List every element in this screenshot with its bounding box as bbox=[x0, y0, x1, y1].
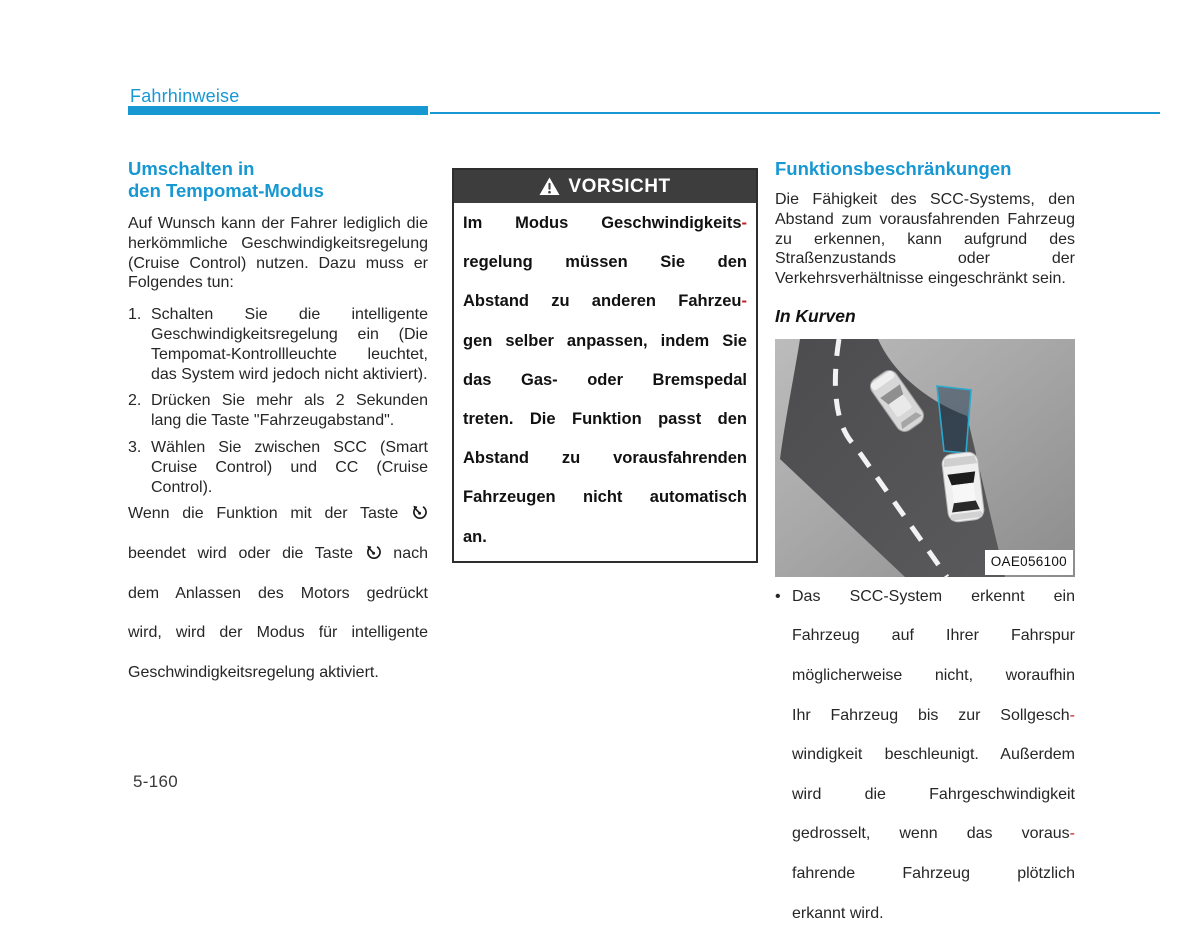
text-line bbox=[128, 663, 428, 683]
text-line bbox=[792, 745, 1075, 785]
numbered-step bbox=[128, 391, 428, 431]
text-line bbox=[463, 488, 747, 527]
red-hyphen: - bbox=[741, 292, 747, 311]
red-hyphen: - bbox=[741, 214, 747, 232]
text-segment: Abstand zu anderen Fahrzeu bbox=[463, 292, 742, 311]
own-vehicle bbox=[941, 451, 985, 523]
text-line bbox=[463, 528, 747, 548]
text-line bbox=[792, 587, 1075, 627]
caution-body bbox=[454, 203, 756, 561]
outro-paragraph bbox=[128, 504, 428, 682]
text-line bbox=[128, 623, 428, 663]
red-hyphen: - bbox=[1069, 706, 1075, 724]
heading-line: Umschalten in bbox=[128, 158, 255, 179]
text-line bbox=[792, 666, 1075, 706]
text-segment: Fahrzeugen nicht automatisch bbox=[463, 488, 747, 507]
text-segment: wird die Fahrgeschwindigkeit bbox=[792, 785, 1075, 803]
text-segment: dem Anlassen des Motors gedrückt bbox=[128, 584, 428, 602]
bullet-marker: • bbox=[775, 587, 781, 605]
header-accent-bar bbox=[128, 106, 428, 115]
text-segment: treten. Die Funktion passt den bbox=[463, 409, 747, 428]
text-segment: Ihr Fahrzeug bis zur Sollgesch bbox=[792, 706, 1070, 724]
text-line bbox=[792, 626, 1075, 666]
text-segment: Fahrzeug auf Ihrer Fahrspur bbox=[792, 627, 1075, 645]
text-segment: wird, wird der Modus für intelligente bbox=[128, 624, 428, 642]
numbered-steps bbox=[128, 305, 428, 497]
scc-curve-figure bbox=[775, 339, 1075, 577]
right-intro-paragraph: Die Fähigkeit des SCC-Systems, den Abstand zum vorausfahrenden Fahrzeug zu erkennen, kann aufgrund des Straßenzustands oder der Verkehrsverhältnisse eingeschränkt sein. bbox=[775, 191, 1075, 288]
text-line bbox=[792, 904, 1075, 924]
cruise-control-icon bbox=[365, 545, 382, 560]
text-line bbox=[463, 371, 747, 410]
text-segment: nach bbox=[381, 544, 428, 562]
text-segment: Das SCC-System erkennt ein bbox=[792, 587, 1075, 605]
text-segment: gen selber anpassen, indem Sie bbox=[463, 331, 747, 350]
step-text: Drücken Sie mehr als 2 Sekunden lang die Taste "Fahrzeugabstand". bbox=[151, 392, 428, 430]
text-segment: Abstand zu vorausfahrenden bbox=[463, 449, 747, 468]
text-segment: erkannt wird. bbox=[792, 904, 884, 922]
text-segment: fahrende Fahrzeug plötzlich bbox=[792, 864, 1075, 882]
step-text: Schalten Sie die intelligente Geschwindigkeitsregelung ein (Die Tempomat-Kontrollleuchte leuchtet, das System wird jedoch nicht aktiviert). bbox=[151, 306, 428, 383]
text-line bbox=[463, 449, 747, 488]
text-segment: beendet wird oder die Taste bbox=[128, 544, 365, 562]
header-rule bbox=[430, 112, 1160, 114]
subheading-in-kurven: In Kurven bbox=[775, 305, 856, 326]
intro-paragraph: Auf Wunsch kann der Fahrer lediglich die herkömmliche Geschwindigkeitsregelung (Cruise Control) nutzen. Dazu muss er Folgendes tun: bbox=[128, 215, 428, 292]
page-number: 5-160 bbox=[133, 772, 178, 791]
text-line bbox=[128, 544, 428, 584]
text-segment: gedrosselt, wenn das voraus bbox=[792, 825, 1070, 843]
cruise-control-icon bbox=[411, 505, 428, 520]
left-column bbox=[128, 158, 428, 683]
text-line bbox=[463, 214, 747, 253]
text-segment: an. bbox=[463, 527, 487, 546]
figure-caption: OAE056100 bbox=[985, 550, 1073, 575]
right-column bbox=[775, 158, 1075, 930]
text-line bbox=[792, 824, 1075, 864]
red-hyphen: - bbox=[1069, 825, 1075, 843]
text-segment: Wenn die Funktion mit der Taste bbox=[128, 505, 411, 523]
numbered-step bbox=[128, 305, 428, 384]
middle-column bbox=[452, 168, 758, 563]
step-text: Wählen Sie zwischen SCC (Smart Cruise Control) und CC (Cruise Control). bbox=[151, 438, 428, 496]
text-line bbox=[128, 584, 428, 624]
text-line bbox=[792, 706, 1075, 746]
text-line bbox=[128, 504, 428, 544]
step-number: 1. bbox=[128, 306, 142, 324]
caution-box bbox=[452, 168, 758, 563]
text-line bbox=[792, 785, 1075, 825]
section-heading-tempomat bbox=[128, 158, 428, 202]
text-segment: möglicherweise nicht, woraufhin bbox=[792, 666, 1075, 684]
bullet-item bbox=[775, 587, 1075, 924]
heading-line: den Tempomat-Modus bbox=[128, 180, 324, 201]
text-line bbox=[463, 292, 747, 331]
text-segment: das Gas- oder Bremspedal bbox=[463, 370, 747, 389]
text-segment: windigkeit beschleunigt. Außerdem bbox=[792, 746, 1075, 764]
text-segment: regelung müssen Sie den bbox=[463, 253, 747, 272]
caution-title: VORSICHT bbox=[568, 175, 671, 197]
text-line bbox=[463, 410, 747, 449]
text-segment: Im Modus Geschwindigkeits bbox=[463, 214, 742, 232]
warning-triangle-icon bbox=[539, 177, 560, 196]
text-line bbox=[792, 864, 1075, 904]
text-line bbox=[463, 253, 747, 292]
running-header: Fahrhinweise bbox=[130, 86, 240, 106]
caution-header bbox=[454, 170, 756, 203]
section-heading-funktionsbeschraenkungen: Funktionsbeschränkungen bbox=[775, 158, 1012, 179]
text-line bbox=[463, 332, 747, 371]
step-number: 3. bbox=[128, 438, 142, 456]
curve-road-illustration bbox=[775, 339, 1075, 577]
numbered-step bbox=[128, 438, 428, 497]
bullet-text bbox=[792, 587, 1075, 924]
step-number: 2. bbox=[128, 392, 142, 410]
text-segment: Geschwindigkeitsregelung aktiviert. bbox=[128, 663, 379, 681]
